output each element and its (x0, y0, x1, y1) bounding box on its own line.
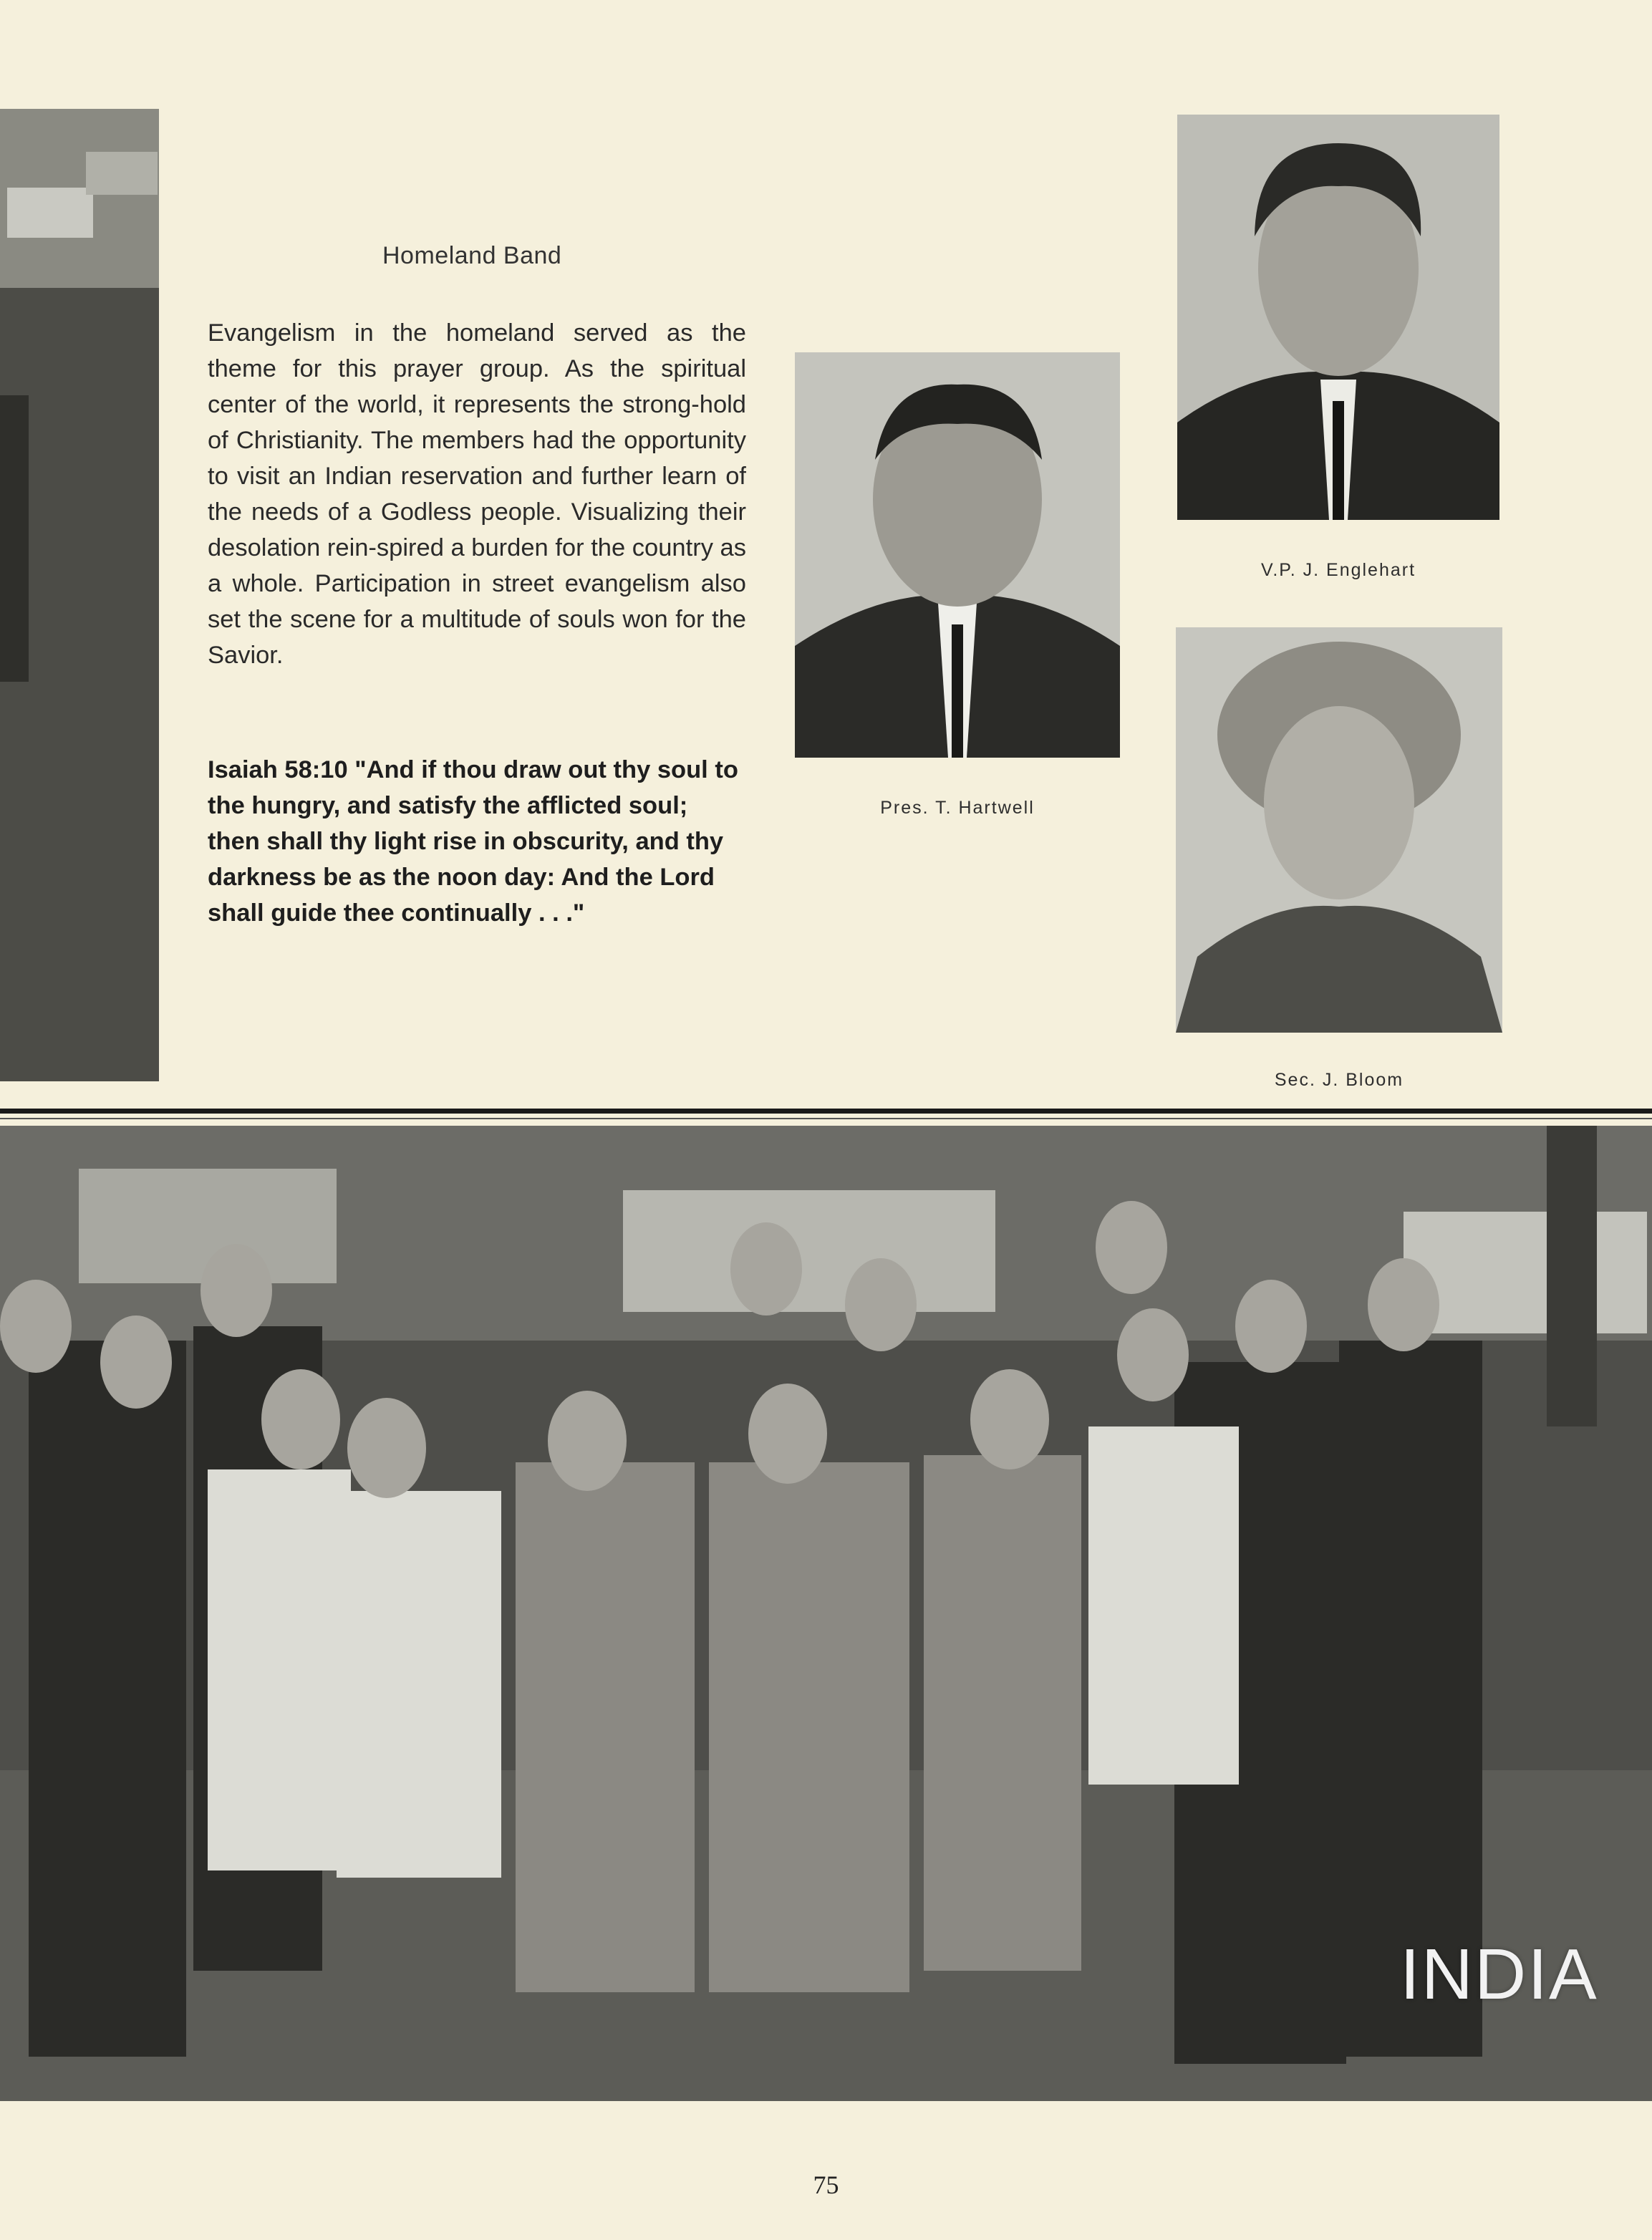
president-portrait (795, 352, 1120, 758)
secretary-portrait (1176, 627, 1502, 1033)
vice-president-caption: V.P. J. Englehart (1260, 560, 1416, 580)
vice-president-portrait (1177, 115, 1499, 520)
section-body: Evangelism in the homeland served as the theme for this prayer group. As the spiritual center of the world, it represents the strong-hold of Christianity. The members had the opportunity to visit an Indian reservation and further learn of the needs of a Godless people. Visualizing their desolation rein-spired a burden for the country as a whole. Participation in street evangelism also set the scene for a multitude of souls won for the Savior. (208, 319, 746, 669)
left-edge-photo (0, 109, 159, 1081)
section-divider-thin (0, 1118, 1652, 1119)
group-photo-label: INDIA (1400, 1934, 1598, 2014)
section-title: Homeland Band (382, 242, 562, 269)
page-number: 75 (813, 2171, 839, 2199)
president-caption: Pres. T. Hartwell (880, 798, 1035, 818)
section-divider (0, 1109, 1652, 1114)
scripture-verse: Isaiah 58:10 "And if thou draw out thy soul to the hungry, and satisfy the afflicted soul; then shall thy light rise in obscurity, and thy darkness be as the noon day: And the Lord shall guide thee continually . . ." (208, 756, 738, 927)
secretary-caption: Sec. J. Bloom (1274, 1070, 1404, 1090)
